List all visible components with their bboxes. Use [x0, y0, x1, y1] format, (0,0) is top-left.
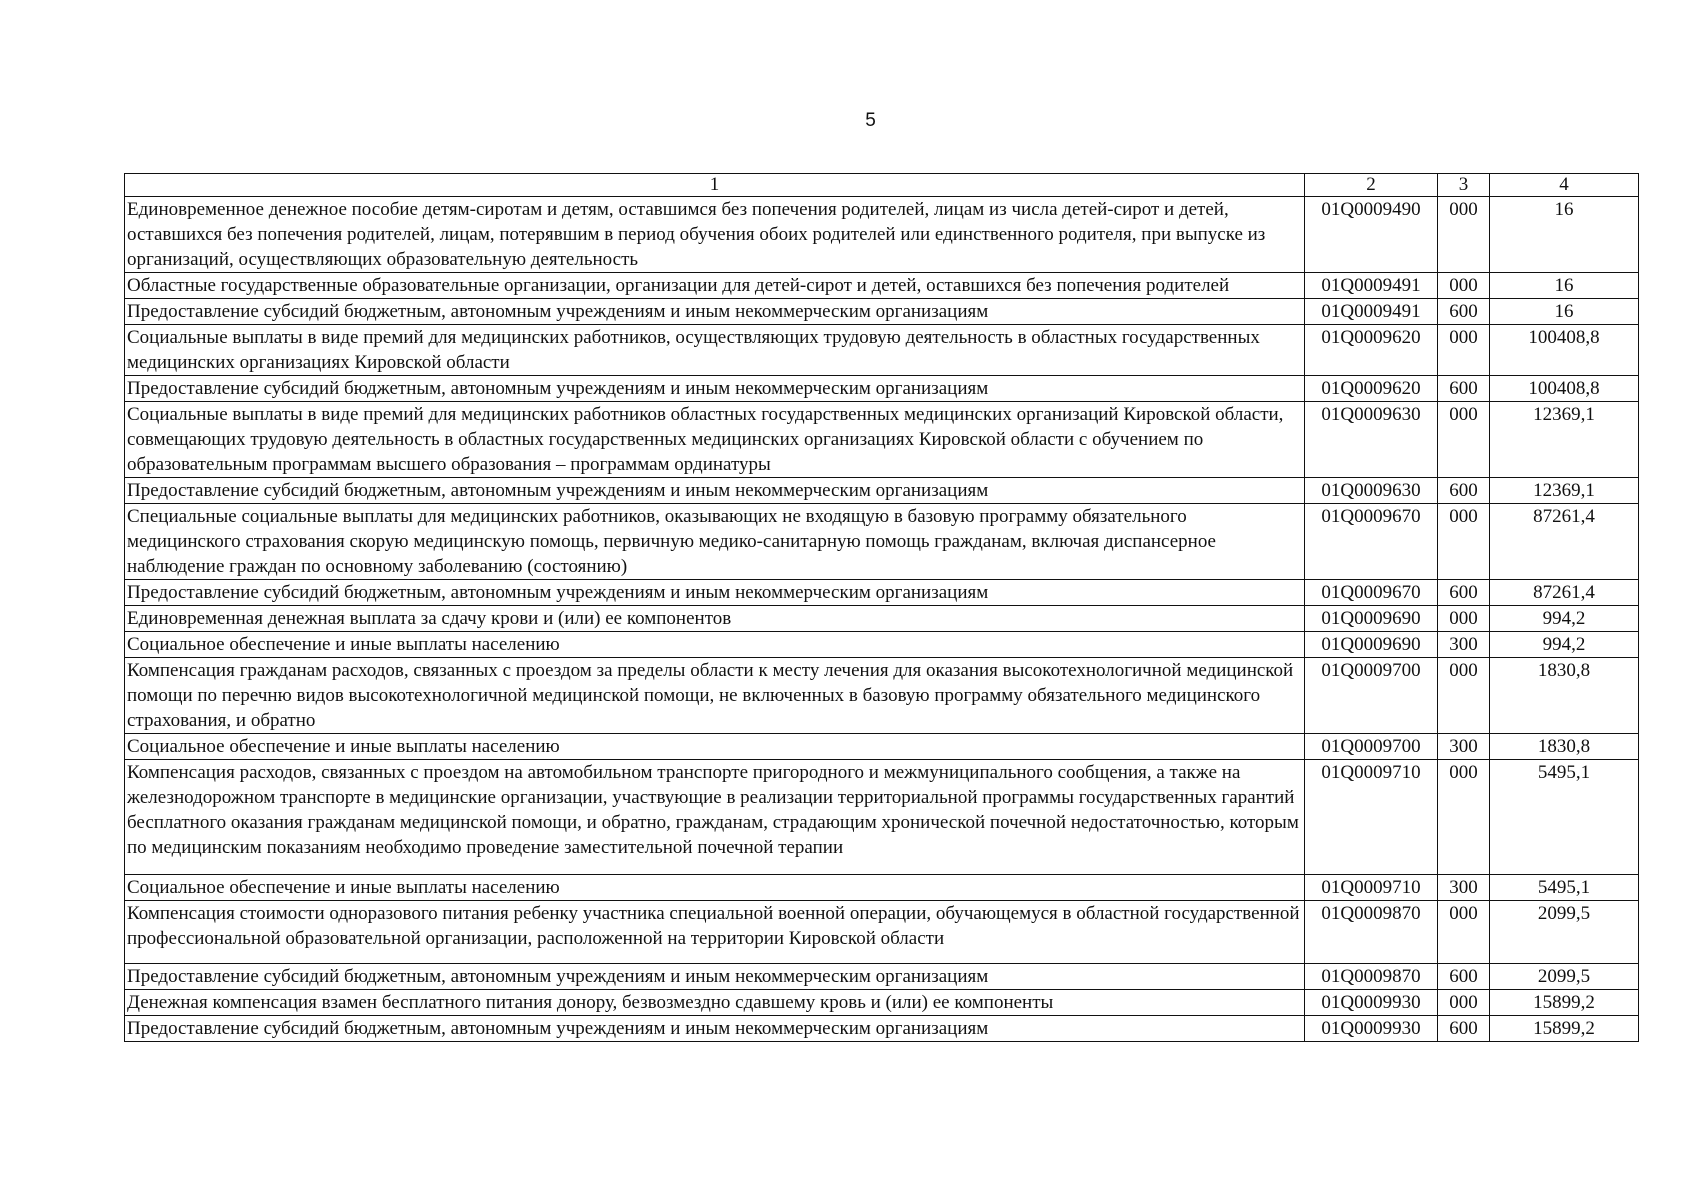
- row-type-cell: 600: [1438, 478, 1490, 504]
- row-name-cell: Социальные выплаты в виде премий для медицинских работников областных государственных медицинских организаций Кировской области, совмещающих трудовую деятельность в областных государственных медицинских организациях Кировской области с обучением по образовательным программам высшего образования – программам ординатуры: [125, 402, 1305, 478]
- page-number: 5: [865, 110, 876, 131]
- row-code-cell: 01Q0009690: [1305, 606, 1438, 632]
- row-name-cell: Компенсация стоимости одноразового питания ребенку участника специальной военной операции, обучающемуся в областной государственной профессиональной образовательной организации, расположенной на территории Кировской области: [125, 901, 1305, 964]
- row-type-cell: 600: [1438, 580, 1490, 606]
- table-row: [125, 504, 1639, 580]
- table-row: [125, 632, 1639, 658]
- row-name-cell: Социальное обеспечение и иные выплаты населению: [125, 734, 1305, 760]
- row-sum-cell: 12369,1: [1490, 478, 1639, 504]
- row-code-cell: 01Q0009491: [1305, 299, 1438, 325]
- budget-table: [124, 173, 1639, 1042]
- row-name-cell: Единовременная денежная выплата за сдачу крови и (или) ее компонентов: [125, 606, 1305, 632]
- row-type-cell: 000: [1438, 901, 1490, 964]
- row-code-cell: 01Q0009690: [1305, 632, 1438, 658]
- row-code-cell: 01Q0009491: [1305, 273, 1438, 299]
- row-code-cell: 01Q0009630: [1305, 402, 1438, 478]
- row-name-cell: Предоставление субсидий бюджетным, автономным учреждениям и иным некоммерческим организациям: [125, 1016, 1305, 1042]
- row-name-cell: Социальное обеспечение и иные выплаты населению: [125, 875, 1305, 901]
- column-header-1: 1: [125, 174, 1305, 197]
- row-code-cell: 01Q0009630: [1305, 478, 1438, 504]
- row-type-cell: 000: [1438, 325, 1490, 376]
- row-type-cell: 600: [1438, 299, 1490, 325]
- row-code-cell: 01Q0009710: [1305, 760, 1438, 875]
- table-row: [125, 901, 1639, 964]
- table-row: [125, 658, 1639, 734]
- row-sum-cell: 1830,8: [1490, 734, 1639, 760]
- row-sum-cell: 87261,4: [1490, 580, 1639, 606]
- row-sum-cell: 100408,8: [1490, 325, 1639, 376]
- row-type-cell: 000: [1438, 760, 1490, 875]
- column-header-3: 3: [1438, 174, 1490, 197]
- row-sum-cell: 16: [1490, 273, 1639, 299]
- row-code-cell: 01Q0009700: [1305, 658, 1438, 734]
- table-row: [125, 760, 1639, 875]
- column-header-4: 4: [1490, 174, 1639, 197]
- row-name-cell: Социальные выплаты в виде премий для медицинских работников, осуществляющих трудовую деятельность в областных государственных медицинских организациях Кировской области: [125, 325, 1305, 376]
- row-name-cell: Специальные социальные выплаты для медицинских работников, оказывающих не входящую в базовую программу обязательного медицинского страхования скорую медицинскую помощь, первичную медико-санитарную помощь гражданам, включая диспансерное наблюдение граждан по основному заболеванию (состоянию): [125, 504, 1305, 580]
- row-type-cell: 000: [1438, 273, 1490, 299]
- row-sum-cell: 5495,1: [1490, 760, 1639, 875]
- row-type-cell: 600: [1438, 1016, 1490, 1042]
- row-sum-cell: 2099,5: [1490, 901, 1639, 964]
- row-sum-cell: 15899,2: [1490, 990, 1639, 1016]
- row-name-cell: Денежная компенсация взамен бесплатного питания донору, безвозмездно сдавшему кровь и (или) ее компоненты: [125, 990, 1305, 1016]
- table-row: [125, 299, 1639, 325]
- table-row: [125, 273, 1639, 299]
- row-code-cell: 01Q0009870: [1305, 901, 1438, 964]
- row-name-cell: Предоставление субсидий бюджетным, автономным учреждениям и иным некоммерческим организациям: [125, 964, 1305, 990]
- row-type-cell: 300: [1438, 632, 1490, 658]
- row-type-cell: 000: [1438, 606, 1490, 632]
- row-sum-cell: 994,2: [1490, 606, 1639, 632]
- table-row: [125, 197, 1639, 273]
- table-row: [125, 325, 1639, 376]
- row-sum-cell: 1830,8: [1490, 658, 1639, 734]
- row-name-cell: Компенсация гражданам расходов, связанных с проездом за пределы области к месту лечения для оказания высокотехнологичной медицинской помощи по перечню видов высокотехнологичной медицинской помощи, не включенных в базовую программу обязательного медицинского страхования, и обратно: [125, 658, 1305, 734]
- row-code-cell: 01Q0009930: [1305, 1016, 1438, 1042]
- row-type-cell: 600: [1438, 376, 1490, 402]
- table-row: [125, 580, 1639, 606]
- row-type-cell: 300: [1438, 875, 1490, 901]
- table-row: [125, 875, 1639, 901]
- table-row: [125, 1016, 1639, 1042]
- row-type-cell: 000: [1438, 504, 1490, 580]
- column-header-2: 2: [1305, 174, 1438, 197]
- row-sum-cell: 100408,8: [1490, 376, 1639, 402]
- row-code-cell: 01Q0009620: [1305, 325, 1438, 376]
- row-name-cell: Предоставление субсидий бюджетным, автономным учреждениям и иным некоммерческим организациям: [125, 478, 1305, 504]
- row-code-cell: 01Q0009930: [1305, 990, 1438, 1016]
- row-type-cell: 600: [1438, 964, 1490, 990]
- table-row: [125, 478, 1639, 504]
- row-name-cell: Областные государственные образовательные организации, организации для детей-сирот и детей, оставшихся без попечения родителей: [125, 273, 1305, 299]
- row-name-cell: Единовременное денежное пособие детям-сиротам и детям, оставшимся без попечения родителей, лицам из числа детей-сирот и детей, оставшихся без попечения родителей, лицам, потерявшим в период обучения обоих родителей или единственного родителя, при выпуске из организаций, осуществляющих образовательную деятельность: [125, 197, 1305, 273]
- row-sum-cell: 12369,1: [1490, 402, 1639, 478]
- table-row: [125, 376, 1639, 402]
- row-type-cell: 000: [1438, 402, 1490, 478]
- row-name-cell: Предоставление субсидий бюджетным, автономным учреждениям и иным некоммерческим организациям: [125, 376, 1305, 402]
- row-sum-cell: 2099,5: [1490, 964, 1639, 990]
- row-type-cell: 000: [1438, 990, 1490, 1016]
- row-code-cell: 01Q0009670: [1305, 580, 1438, 606]
- row-sum-cell: 87261,4: [1490, 504, 1639, 580]
- row-type-cell: 300: [1438, 734, 1490, 760]
- row-code-cell: 01Q0009670: [1305, 504, 1438, 580]
- table-row: [125, 606, 1639, 632]
- row-code-cell: 01Q0009620: [1305, 376, 1438, 402]
- row-sum-cell: 16: [1490, 299, 1639, 325]
- row-name-cell: Компенсация расходов, связанных с проездом на автомобильном транспорте пригородного и межмуниципального сообщения, а также на железнодорожном транспорте в медицинские организации, участвующие в реализации территориальной программы государственных гарантий бесплатного оказания гражданам медицинской помощи, и обратно, гражданам, страдающим хронической почечной недостаточностью, которым по медицинским показаниям необходимо проведение заместительной почечной терапии: [125, 760, 1305, 875]
- row-name-cell: Социальное обеспечение и иные выплаты населению: [125, 632, 1305, 658]
- row-sum-cell: 15899,2: [1490, 1016, 1639, 1042]
- table-row: [125, 734, 1639, 760]
- row-sum-cell: 5495,1: [1490, 875, 1639, 901]
- row-type-cell: 000: [1438, 658, 1490, 734]
- table-row: [125, 402, 1639, 478]
- table-row: [125, 990, 1639, 1016]
- row-code-cell: 01Q0009870: [1305, 964, 1438, 990]
- row-name-cell: Предоставление субсидий бюджетным, автономным учреждениям и иным некоммерческим организациям: [125, 580, 1305, 606]
- row-code-cell: 01Q0009710: [1305, 875, 1438, 901]
- table-body: [125, 197, 1639, 1042]
- row-type-cell: 000: [1438, 197, 1490, 273]
- row-sum-cell: 16: [1490, 197, 1639, 273]
- row-name-cell: Предоставление субсидий бюджетным, автономным учреждениям и иным некоммерческим организациям: [125, 299, 1305, 325]
- row-sum-cell: 994,2: [1490, 632, 1639, 658]
- row-code-cell: 01Q0009490: [1305, 197, 1438, 273]
- table-row: [125, 964, 1639, 990]
- header-row: [125, 174, 1639, 197]
- row-code-cell: 01Q0009700: [1305, 734, 1438, 760]
